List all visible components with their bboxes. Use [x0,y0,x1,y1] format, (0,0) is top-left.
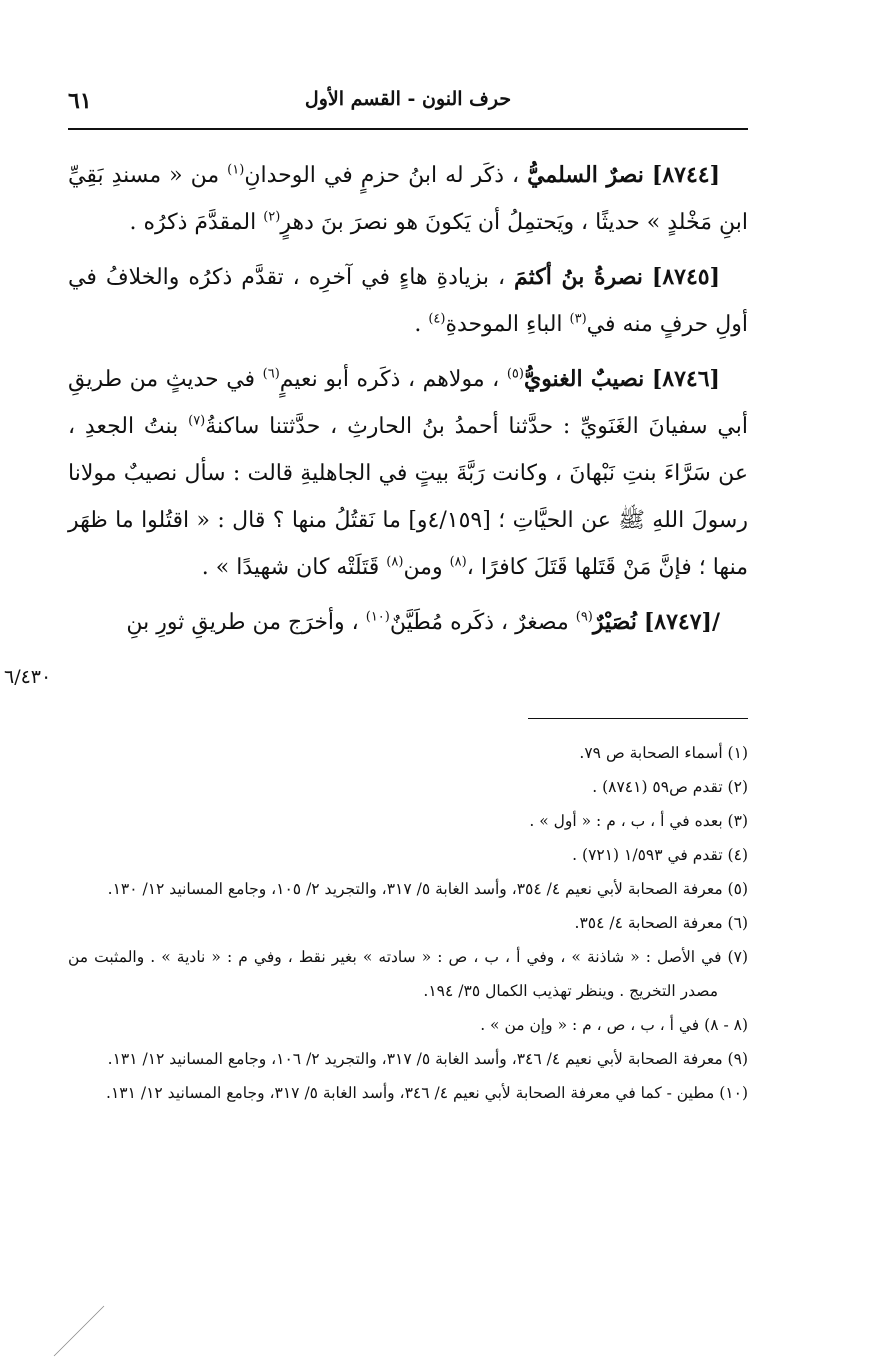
entry-8745 [68,254,748,348]
entry-number: /[٨٧٤٧] [643,609,720,635]
main-text [68,152,748,654]
footnote-ref: (٢) [263,209,281,225]
footnote-2: (٢) تقدم ص٥٩ (٨٧٤١) . [592,778,748,796]
entry-text: مصغرٌ ، ذكَره مُطَيَّنٌ [389,610,569,635]
entry-name: نصرةُ بنُ أكثمَ [514,264,643,290]
footnote-8: (٨ - ٨) في أ ، ب ، ص ، م : « وإن من » . [480,1016,748,1034]
entry-name: نصيبٌ الغنويُّ [523,366,645,392]
footnotes [68,736,748,1110]
entry-number: [٨٧٤٤] [651,162,720,188]
footnote-1: (١) أسماء الصحابة ص ٧٩. [579,744,748,762]
page-scratch-mark [52,1298,112,1358]
entry-text: ، بزيادةِ هاءٍ في آخرِه ، تقدَّم ذكرُه والخلافُ في أولِ حرفٍ منه في [68,265,748,337]
footnote-ref: (٥) [506,366,524,382]
footnote-3: (٣) بعده في أ ، ب ، م : « أول » . [529,812,748,830]
footnote-ref: (٧) [188,413,206,429]
entry-number: [٨٧٤٦] [651,366,720,392]
entry-text: في حديثٍ من طريقِ أبي سفيانَ الغَنَويِّ : حدَّثنا أحمدُ بنُ الحارثِ ، حدَّثتنا ساكنةُ [68,367,748,439]
entry-text: من « مسندِ بَقِيِّ ابنِ مَخْلدٍ » حديثًا ، ويَحتمِلُ أن يَكونَ هو نصرَ بنَ دهرٍ [68,163,748,235]
footnote-4: (٤) تقدم في ١/٥٩٣ (٧٢١) . [572,846,748,864]
footnote-ref: (٩) [575,609,593,625]
margin-note: ٦/٤٣٠ [4,666,52,688]
footnote-9: (٩) معرفة الصحابة لأبي نعيم ٤/ ٣٤٦، وأسد الغابة ٥/ ٣١٧، والتجريد ٢/ ١٠٦، وجامع المسانيد ١٢/ ١٣١. [107,1050,748,1068]
entry-text: قَتَلَتْه كان شهيدًا » . [201,555,380,580]
entry-text: الباءِ الموحدةِ [445,312,563,337]
footnote-ref: (٦) [262,366,280,382]
footnote-ref: (٤) [428,311,446,327]
footnote-rule [528,718,748,719]
entry-text: بنتُ الجعدِ ، عن سَرَّاءَ بنتِ نَبْهانَ ، وكانت رَبَّةَ بيتٍ في الجاهليةِ قالت : سأل نصيبٌ مولانا رسولَ اللهِ ﷺ عن الحيَّاتِ ؛ [٤/١٥٩و] ما نَقتُلُ منها ؟ قال : « اقتُلوا ما ظهَر منها ؛ فإنَّ مَنْ قَتَلها قَتَلَ كافرًا ، [68,414,748,580]
footnote-5: (٥) معرفة الصحابة لأبي نعيم ٤/ ٣٥٤، وأسد الغابة ٥/ ٣١٧، والتجريد ٢/ ١٠٥، وجامع المسانيد ١٢/ ١٣٠. [107,880,748,898]
header-rule [68,128,748,130]
entry-text: ، وأخرَج من طريقِ ثورِ بنِ [126,610,359,635]
entry-text: ، ذكَر له ابنُ حزمٍ في الوحدانِ [244,163,520,188]
entry-8744 [68,152,748,246]
page-header [68,88,748,120]
entry-text: ومن [403,555,443,580]
entry-name: نصرٌ السلميُّ [527,162,644,188]
entry-8747 [68,599,748,646]
footnote-ref: (٨) [449,554,467,570]
entry-text: المقدَّمَ ذكرُه . [129,210,257,235]
footnote-ref: (١) [227,162,245,178]
entry-text: . [414,312,422,337]
running-title: حرف النون - القسم الأول [304,88,512,110]
entry-name: نُصَيْرٌ [592,609,637,635]
footnote-ref: (٣) [569,311,587,327]
footnote-ref: (١٠) [365,609,390,625]
footnote-7: (٧) في الأصل : « شاذنة » ، وفي أ ، ب ، ص : « سادته » بغير نقط ، وفي م : « نادية » . والمثبت من مصدر التخريج . وينظر تهذيب الكمال ٣٥/ ١٩٤. [68,948,748,1000]
footnote-ref: (٨) [386,554,404,570]
entry-8746 [68,356,748,591]
footnote-10: (١٠) مطين - كما في معرفة الصحابة لأبي نعيم ٤/ ٣٤٦، وأسد الغابة ٥/ ٣١٧، وجامع المسانيد ١٢/ ١٣١. [106,1084,748,1102]
page-number: ٦١ [68,88,92,114]
entry-number: [٨٧٤٥] [651,264,721,290]
entry-text: ، مولاهم ، ذكَره أبو نعيمٍ [279,367,500,392]
footnote-6: (٦) معرفة الصحابة ٤/ ٣٥٤. [574,914,748,932]
